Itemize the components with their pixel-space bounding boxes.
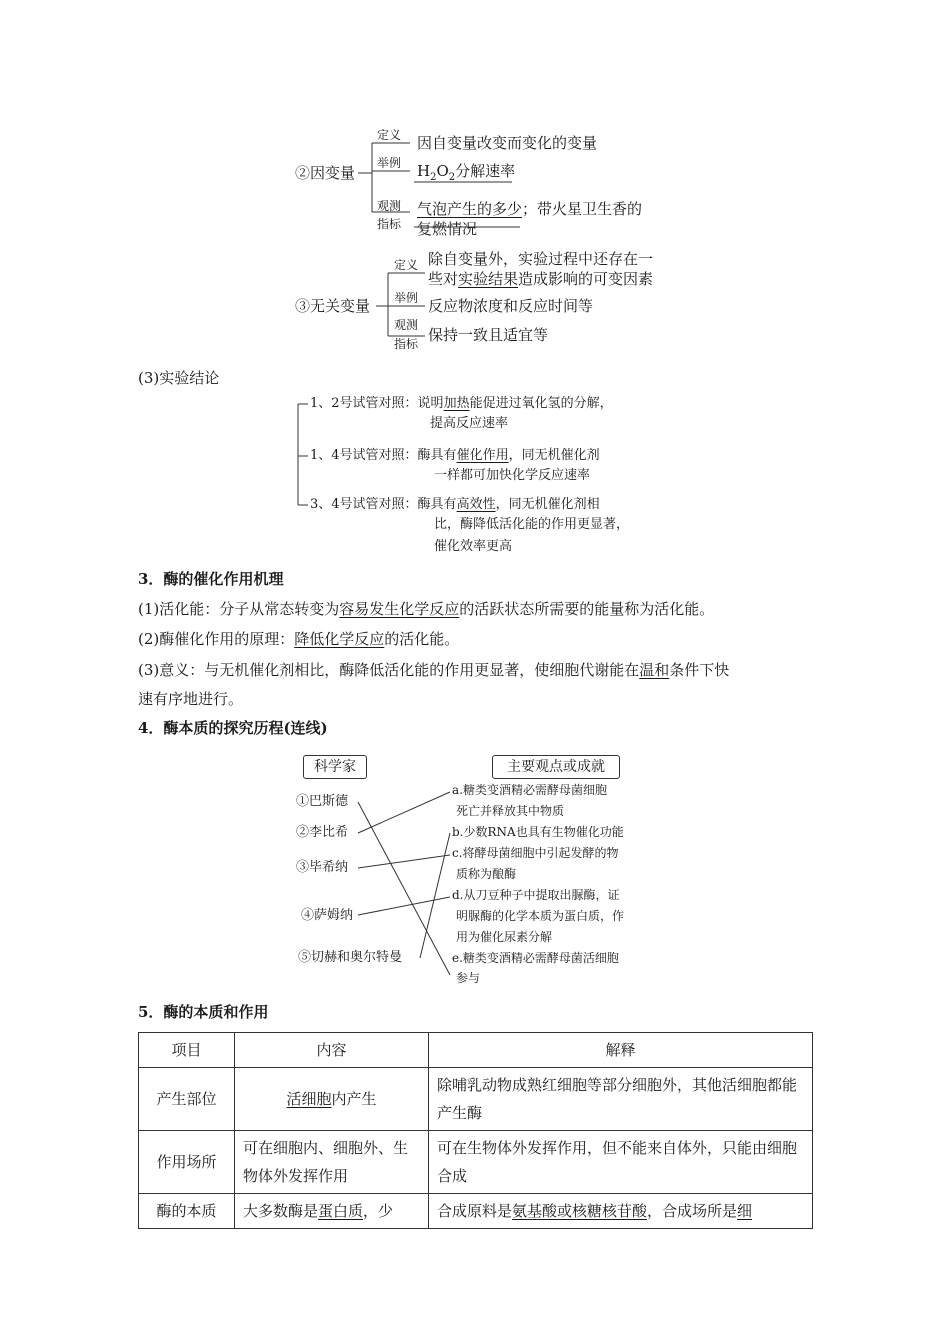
match-line-4 xyxy=(358,897,450,915)
achievement-e-2: 参与 xyxy=(456,971,481,985)
irr-observe-tag-1: 观测 xyxy=(394,318,419,332)
table-row xyxy=(139,1194,813,1229)
row1-item: 产生部位 xyxy=(139,1068,235,1131)
conclusion-3-line3: 催化效率更高 xyxy=(434,539,513,554)
irr-def-line1: 除自变量外，实验过程中还存在一 xyxy=(428,250,654,268)
table-header-row xyxy=(139,1033,813,1068)
dep-observe-text: 气泡产生的多少；带火星卫生香的 xyxy=(417,200,643,218)
dep-observe-tag-2: 指标 xyxy=(377,217,402,231)
conclusion-2: 1、4号试管对照：酶具有催化作用，同无机催化剂 xyxy=(310,448,600,463)
dep-def-text: 因自变量改变而变化的变量 xyxy=(417,134,598,152)
achievement-c-1: c.将酵母菌细胞中引起发酵的物 xyxy=(452,846,619,860)
conclusion-3-line2: 比，酶降低活化能的作用更显著， xyxy=(434,517,630,532)
scientist-1: ①巴斯德 xyxy=(296,794,349,809)
row2-content: 可在细胞内、细胞外、生物体外发挥作用 xyxy=(235,1131,429,1194)
section3-p3: (3)意义：与无机催化剂相比，酶降低活化能的作用更显著，使细胞代谢能在温和条件下快 xyxy=(138,661,730,679)
section5-title: 5．酶的本质和作用 xyxy=(138,1003,269,1021)
match-line-5 xyxy=(420,833,450,958)
achievement-a-2: 死亡并释放其中物质 xyxy=(456,804,565,818)
enzyme-table xyxy=(138,1032,813,1229)
section3-p3-line2: 速有序地进行。 xyxy=(138,690,244,708)
header-item: 项目 xyxy=(139,1033,235,1068)
row1-content: 活细胞内产生 xyxy=(235,1068,429,1131)
row2-item: 作用场所 xyxy=(139,1131,235,1194)
conclusion-1: 1、2号试管对照：说明加热能促进过氧化氢的分解， xyxy=(310,396,613,411)
row2-explain: 可在生物体外发挥作用，但不能来自体外，只能由细胞合成 xyxy=(429,1131,813,1194)
row3-item: 酶的本质 xyxy=(139,1194,235,1229)
dep-example-text: $H_2O_2$分解速率 xyxy=(417,162,516,183)
dep-def-tag: 定义 xyxy=(377,128,402,142)
header-explain: 解释 xyxy=(429,1033,813,1068)
table-row xyxy=(139,1131,813,1194)
irr-def-line2: 些对实验结果造成影响的可变因素 xyxy=(428,270,654,288)
irrelevant-variable-label: ③无关变量 xyxy=(295,297,371,315)
dep-observe-tag-1: 观测 xyxy=(377,199,402,213)
achievement-d-1: d.从刀豆种子中提取出脲酶，证 xyxy=(452,888,620,902)
irr-example-text: 反应物浓度和反应时间等 xyxy=(428,297,594,315)
dependent-variable-label: ②因变量 xyxy=(295,164,356,182)
achievement-e-1: e.糖类变酒精必需酵母菌活细胞 xyxy=(452,951,619,965)
achievement-c-2: 质称为酿酶 xyxy=(456,867,517,881)
irr-observe-text: 保持一致且适宜等 xyxy=(428,326,549,344)
conclusion-1-line2: 提高反应速率 xyxy=(430,416,509,431)
scientist-2: ②李比希 xyxy=(296,825,349,840)
row3-content: 大多数酶是蛋白质，少 xyxy=(235,1194,429,1229)
row1-explain: 除哺乳动物成熟红细胞等部分细胞外，其他活细胞都能产生酶 xyxy=(429,1068,813,1131)
scientist-header-box: 科学家 xyxy=(303,755,367,779)
section3-p1: (1)活化能：分子从常态转变为容易发生化学反应的活跃状态所需要的能量称为活化能。 xyxy=(138,600,715,618)
scientist-3: ③毕希纳 xyxy=(296,860,349,875)
conclusion-2-line2: 一样都可加快化学反应速率 xyxy=(434,468,591,483)
section4-title: 4．酶本质的探究历程(连线) xyxy=(138,719,328,737)
section3-p2: (2)酶催化作用的原理：降低化学反应的活化能。 xyxy=(138,630,460,648)
row3-explain: 合成原料是氨基酸或核糖核苷酸，合成场所是细 xyxy=(429,1194,813,1229)
achievement-d-2: 明脲酶的化学本质为蛋白质，作 xyxy=(456,909,625,923)
scientist-5: ⑤切赫和奥尔特曼 xyxy=(298,950,403,965)
header-content: 内容 xyxy=(235,1033,429,1068)
irr-observe-tag-2: 指标 xyxy=(394,337,419,351)
match-line-3 xyxy=(358,855,450,868)
irr-example-tag: 举例 xyxy=(394,291,419,305)
achievement-a-1: a.糖类变酒精必需酵母菌细胞 xyxy=(452,783,607,797)
achievement-header-box: 主要观点或成就 xyxy=(492,755,620,779)
table-row xyxy=(139,1068,813,1131)
conclusion-heading: (3)实验结论 xyxy=(138,369,220,387)
section3-title: 3．酶的催化作用机理 xyxy=(138,570,284,588)
scientist-4: ④萨姆纳 xyxy=(301,908,354,923)
irr-def-tag: 定义 xyxy=(394,258,419,272)
achievement-d-3: 用为催化尿素分解 xyxy=(456,930,553,944)
conclusion-3: 3、4号试管对照：酶具有高效性，同无机催化剂相 xyxy=(310,497,600,512)
match-line-2 xyxy=(358,792,450,833)
dep-observe-line2: 复燃情况 xyxy=(417,220,478,238)
achievement-b: b.少数RNA也具有生物催化功能 xyxy=(452,825,624,839)
dep-example-tag: 举例 xyxy=(377,156,402,170)
